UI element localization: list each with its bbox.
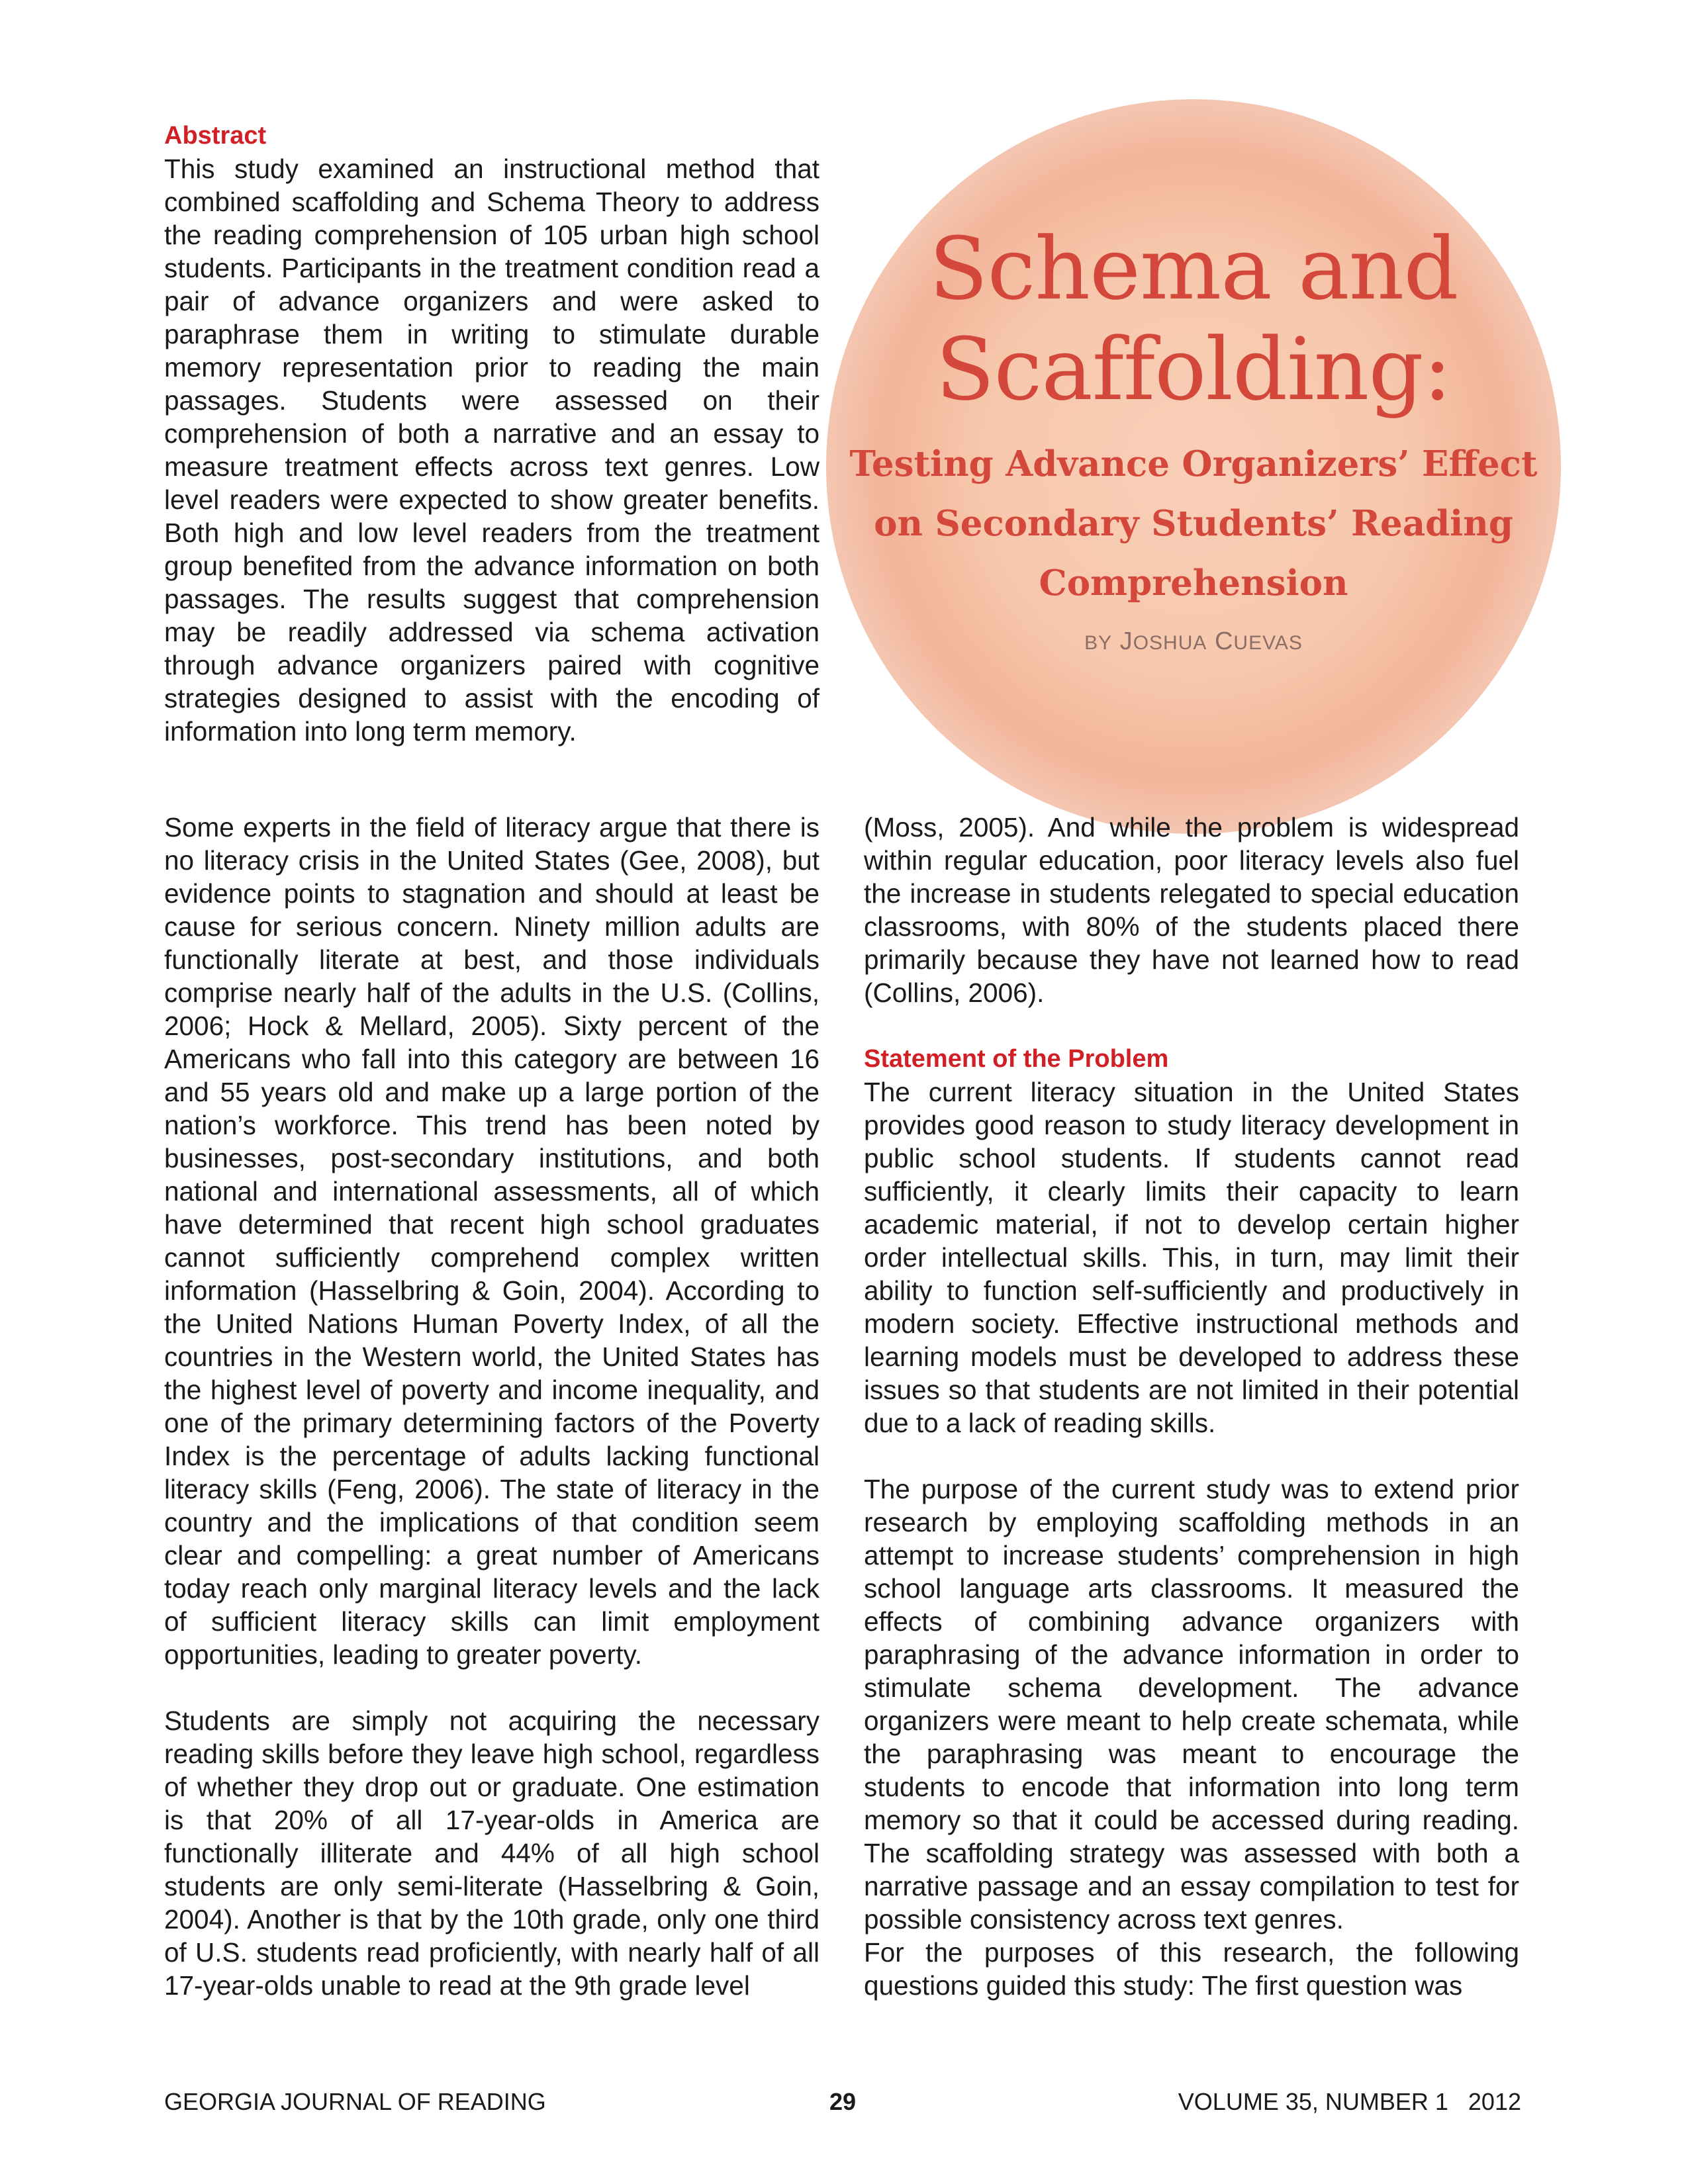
- journal-name: GEORGIA JOURNAL OF READING: [164, 2088, 546, 2115]
- byline-c: C: [1214, 627, 1234, 655]
- page-number: 29: [829, 2088, 857, 2115]
- abstract-section: [164, 119, 820, 748]
- subtitle-line-2: on Secondary Students’ Reading: [874, 503, 1513, 544]
- left-paragraph-2: Students are simply not acquiring the necessary reading skills before they leave high school, regardless of whether they drop out or graduate. One estimation is that 20% of all 17-year-olds in America are functionally illiterate and 44% of all high school students are only semi-literate (Hasselbring & Goin, 2004). Another is that by the 10th grade, only one third of U.S. students read proficiently, with nearly half of all 17-year-olds unable to read at the 9th grade level: [164, 1706, 820, 2001]
- page-footer: [164, 2088, 1521, 2121]
- right-paragraph-3: The purpose of the current study was to extend prior research by employing scaffolding methods in an attempt to increase students’ comprehension in high school language arts classrooms. It measured the effects of combining advance organizers with paraphrasing of the advance information in order to stimulate schema development. The advance organizers were meant to help create schemata, while the paraphrasing was meant to encourage the students to encode that information into long term memory so that it could be accessed during reading. The scaffolding strategy was assessed with both a narrative passage and an essay compilation to test for possible consistency across text genres.: [864, 1474, 1519, 1934]
- right-paragraph-2: The current literacy situation in the United States provides good reason to study literacy development in public school students. If students cannot read sufficiently, it clearly limits their capacity to learn academic material, if not to develop certain higher order intellectual skills. This, in turn, may limit their ability to function self-sufficiently and productively in modern society. Effective instructional methods and learning models must be developed to address these issues so that students are not limited in their potential due to a lack of reading skills.: [864, 1077, 1519, 1438]
- right-column: [864, 811, 1519, 2002]
- byline-j: J: [1119, 627, 1133, 655]
- subtitle: [826, 434, 1561, 613]
- author-byline: [826, 627, 1561, 656]
- title-line-1: Schema and: [929, 218, 1458, 319]
- left-paragraph-1: Some experts in the field of literacy argue that there is no literacy crisis in the United States (Gee, 2008), but evidence points to stagnation and should at least be cause for serious concern. Ninety million adults are functionally literate at best, and those individuals comprise nearly half of the adults in the U.S. (Collins, 2006; Hock & Mellard, 2005). Sixty percent of the Americans who fall into this category are between 16 and 55 years old and make up a large portion of the nation’s workforce. This trend has been noted by businesses, post-secondary institutions, and both national and international assessments, all of which have determined that recent high school graduates cannot sufficiently comprehend complex written information (Hasselbring & Goin, 2004). According to the United Nations Human Poverty Index, of all the countries in the Western world, the United States has the highest level of poverty and income inequality, and one of the primary determining factors of the Poverty Index is the percentage of adults lacking functional literacy skills (Feng, 2006). The state of literacy in the country and the implications of that condition seem clear and compelling: a great number of Americans today reach only marginal literacy levels and the lack of sufficient literacy skills can limit employment opportunities, leading to greater poverty.: [164, 812, 820, 1670]
- byline-oshua: OSHUA: [1133, 632, 1207, 654]
- volume-info: VOLUME 35, NUMBER 1 2012: [1178, 2088, 1521, 2115]
- title-line-2: Scaffolding:: [935, 319, 1452, 420]
- left-column: [164, 811, 820, 2002]
- abstract-heading: Abstract: [164, 122, 267, 150]
- subtitle-line-1: Testing Advance Organizers’ Effect: [849, 443, 1538, 484]
- subtitle-line-3: Comprehension: [1039, 563, 1348, 604]
- byline-by: BY: [1084, 632, 1113, 654]
- abstract-text: This study examined an instructional method that combined scaffolding and Schema Theory to address the reading comprehension of 105 urban high school students. Participants in the treatment condition read a pair of advance organizers and were asked to paraphrase them in writing to stimulate durable memory representation prior to reading the main passages. Students were assessed on their comprehension of both a narrative and an essay to measure treatment effects across text genres. Low level readers were expected to show greater benefits. Both high and low level readers from the treatment group benefited from the advance information on both passages. The results suggest that comprehension may be readily addressed via schema activation through advance organizers paired with cognitive strategies designed to assist with the encoding of information into long term memory.: [164, 154, 820, 747]
- right-paragraph-1: (Moss, 2005). And while the problem is widespread within regular education, poor literacy levels also fuel the increase in students relegated to special education classrooms, with 80% of the students placed there primarily because they have not learned how to read (Collins, 2006).: [864, 812, 1519, 1008]
- article-title-block: [826, 218, 1561, 656]
- statement-of-problem-heading: Statement of the Problem: [864, 1045, 1169, 1073]
- byline-uevas: UEVAS: [1233, 632, 1303, 654]
- right-paragraph-4: For the purposes of this research, the following questions guided this study: The first question was: [864, 1937, 1519, 2001]
